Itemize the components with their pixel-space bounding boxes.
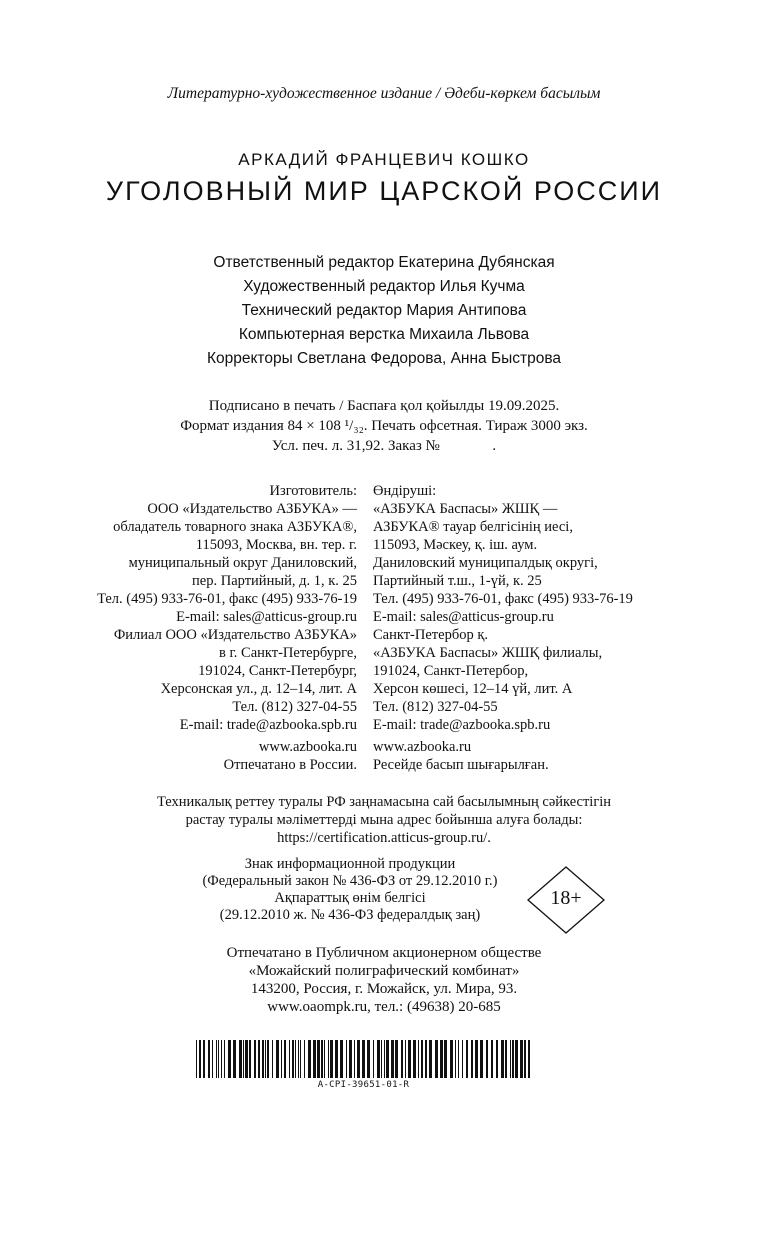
barcode-bar: [362, 1040, 365, 1078]
branch-kz: [373, 626, 602, 734]
manufacturer-kz-line: E-mail: sales@atticus-group.ru: [373, 609, 554, 625]
barcode-bar: [450, 1040, 453, 1078]
barcode-bar: [505, 1040, 507, 1078]
barcode-bar: [243, 1040, 244, 1078]
barcode-bar: [199, 1040, 201, 1078]
barcode-bar: [381, 1040, 382, 1078]
site-ru: [224, 738, 357, 774]
barcode-bar: [267, 1040, 269, 1078]
manufacturer-ru-line: 115093, Москва, вн. тер. г.: [195, 537, 357, 553]
branch-kz-line: Санкт-Петербор қ.: [373, 627, 488, 643]
print-info: [0, 396, 768, 456]
manufacturer-kz-line: Даниловский муниципалдық округі,: [373, 555, 598, 571]
barcode-bar: [276, 1040, 279, 1078]
manufacturer-ru: [97, 482, 357, 626]
barcode-bar: [486, 1040, 488, 1078]
credit-line: Компьютерная верстка Михаила Львова: [238, 326, 530, 343]
edition-type: Литературно-художественное издание / Әдеби-көркем басылым: [167, 85, 601, 102]
barcode-bar: [224, 1040, 225, 1078]
barcode-bar: [340, 1040, 343, 1078]
barcode-bar: [455, 1040, 456, 1078]
credit-line: Корректоры Светлана Федорова, Анна Быстрова: [206, 350, 562, 367]
barcode-bar: [281, 1040, 282, 1078]
barcode-bar: [373, 1040, 374, 1078]
barcode-bar: [357, 1040, 360, 1078]
barcode-bar: [395, 1040, 398, 1078]
barcode-bar: [335, 1040, 338, 1078]
barcode-bar: [391, 1040, 394, 1078]
barcode-bar: [405, 1040, 406, 1078]
barcode-bar: [440, 1040, 443, 1078]
branch-ru-line: Тел. (812) 327-04-55: [232, 699, 357, 715]
print-format: Формат издания 84 × 108 ¹/₃₂. Печать офсетная. Тираж 3000 экз.: [180, 418, 588, 434]
site-kz-line: Ресейде басып шығарылған.: [373, 757, 549, 773]
manufacturer-kz-line: Тел. (495) 933-76-01, факс (495) 933-76-19: [373, 591, 633, 607]
barcode-bar: [221, 1040, 222, 1078]
barcode-bar: [317, 1040, 320, 1078]
barcode-bar: [386, 1040, 389, 1078]
info-sign: [170, 856, 530, 924]
barcode-bar: [418, 1040, 419, 1078]
info-sign-line: Знак информационной продукции: [244, 856, 456, 872]
manufacturer-ru-line: Изготовитель:: [269, 483, 357, 499]
barcode-bar: [528, 1040, 530, 1078]
barcode-bar: [515, 1040, 518, 1078]
barcode-bar: [349, 1040, 352, 1078]
barcode-bar: [233, 1040, 236, 1078]
barcode-bar: [458, 1040, 459, 1078]
printer-line: «Можайский полиграфический комбинат»: [248, 963, 520, 979]
branch-kz-line: E-mail: trade@azbooka.spb.ru: [373, 717, 551, 733]
barcode-label: A-CPI-39651-01-R: [317, 1080, 410, 1090]
barcode-bar: [289, 1040, 290, 1078]
credit-line: Технический редактор Мария Антипова: [241, 302, 527, 319]
printer-line: www.oaompk.ru, тел.: (49638) 20-685: [267, 999, 501, 1015]
barcode-bar: [254, 1040, 256, 1078]
barcode-bar: [228, 1040, 231, 1078]
branch-ru-line: E-mail: trade@azbooka.spb.ru: [179, 717, 357, 733]
barcode-bar: [239, 1040, 242, 1078]
barcode-bar: [491, 1040, 493, 1078]
barcode-bar: [300, 1040, 301, 1078]
branch-ru: [114, 626, 357, 734]
barcode-bar: [308, 1040, 311, 1078]
barcode-bar: [272, 1040, 273, 1078]
tech-regulation-line: https://certification.atticus-group.ru/.: [277, 830, 491, 846]
barcode-bar: [328, 1040, 329, 1078]
barcode-bar: [384, 1040, 385, 1078]
branch-ru-line: 191024, Санкт-Петербург,: [198, 663, 357, 679]
manufacturer-kz-line: Партийный т.ш., 1-үй, к. 25: [373, 573, 542, 589]
manufacturer-kz-line: АЗБУКА® тауар белгісінің иесі,: [373, 519, 573, 535]
barcode-bar: [324, 1040, 325, 1078]
barcode-bar: [413, 1040, 416, 1078]
print-signed: Подписано в печать / Баспаға қол қойылды 19.09.2025.: [208, 398, 560, 414]
branch-ru-line: Херсонская ул., д. 12–14, лит. А: [160, 681, 357, 697]
barcode-bar: [208, 1040, 210, 1078]
print-sheets: Усл. печ. л. 31,92. Заказ № .: [271, 438, 497, 454]
tech-regulation: [0, 793, 768, 847]
branch-kz-line: 191024, Санкт-Петербор,: [373, 663, 529, 679]
book-title: УГОЛОВНЫЙ МИР ЦАРСКОЙ РОССИИ: [105, 176, 663, 206]
manufacturer-kz: [373, 482, 633, 626]
barcode-bar: [262, 1040, 264, 1078]
barcode-bar: [429, 1040, 432, 1078]
manufacturer-kz-line: Өндіруші:: [373, 483, 437, 499]
barcode-bar: [466, 1040, 468, 1078]
credits: [0, 251, 768, 371]
barcode-bar: [196, 1040, 197, 1078]
barcode-bar: [330, 1040, 333, 1078]
site-ru-line: www.azbooka.ru: [258, 739, 357, 755]
barcode-bar: [346, 1040, 347, 1078]
author-name: АРКАДИЙ ФРАНЦЕВИЧ КОШКО: [238, 150, 530, 169]
barcode-bar: [524, 1040, 526, 1078]
barcode-bar: [377, 1040, 380, 1078]
barcode-bar: [354, 1040, 355, 1078]
barcode-bar: [298, 1040, 299, 1078]
barcode-bar: [480, 1040, 483, 1078]
barcode-bar: [444, 1040, 447, 1078]
barcode-bar: [435, 1040, 438, 1078]
barcode-bar: [284, 1040, 286, 1078]
barcode-bar: [258, 1040, 260, 1078]
barcode-bar: [475, 1040, 478, 1078]
site-ru-line: Отпечатано в России.: [223, 757, 357, 773]
manufacturer-ru-line: муниципальный округ Даниловский,: [128, 555, 357, 571]
branch-kz-line: Херсон көшесі, 12–14 үй, лит. А: [373, 681, 573, 697]
barcode-bar: [471, 1040, 473, 1078]
branch-kz-line: «АЗБУКА Баспасы» ЖШҚ филиалы,: [373, 645, 603, 661]
barcode-image: [196, 1040, 531, 1078]
barcode-bar: [218, 1040, 219, 1078]
barcode-bar: [367, 1040, 370, 1078]
manufacturer-ru-line: обладатель товарного знака АЗБУКА®,: [113, 519, 357, 535]
barcode-bar: [520, 1040, 523, 1078]
age-rating-text: 18+: [550, 887, 582, 909]
barcode-bar: [462, 1040, 463, 1078]
barcode-bar: [245, 1040, 248, 1078]
manufacturer-kz-line: 115093, Мәскеу, қ. іш. аум.: [373, 537, 538, 553]
barcode-bar: [265, 1040, 266, 1078]
manufacturer-ru-line: пер. Партийный, д. 1, к. 25: [192, 573, 357, 589]
printer-line: Отпечатано в Публичном акционерном обществе: [226, 945, 542, 961]
info-sign-line: Ақпараттық өнім белгісі: [274, 890, 426, 906]
credit-line: Художественный редактор Илья Кучма: [243, 278, 525, 295]
barcode-bar: [295, 1040, 296, 1078]
barcode-bar: [496, 1040, 498, 1078]
barcode-bar: [501, 1040, 504, 1078]
barcode-bar: [401, 1040, 403, 1078]
barcode-bar: [212, 1040, 213, 1078]
site-kz: [373, 738, 549, 774]
barcode-bar: [304, 1040, 305, 1078]
age-rating-badge: [527, 866, 605, 934]
info-sign-line: (29.12.2010 ж. № 436-ФЗ федералдық заң): [219, 907, 481, 923]
barcode-bar: [512, 1040, 514, 1078]
tech-regulation-line: растау туралы мәліметтерді мына адрес бойынша алуға болады:: [185, 812, 583, 828]
printer-line: 143200, Россия, г. Можайск, ул. Мира, 93.: [250, 981, 518, 997]
manufacturer-ru-line: Тел. (495) 933-76-01, факс (495) 933-76-19: [97, 591, 357, 607]
info-sign-line: (Федеральный закон № 436-ФЗ от 29.12.2010 г.): [202, 873, 498, 889]
barcode-bar: [216, 1040, 217, 1078]
manufacturer-ru-line: E-mail: sales@atticus-group.ru: [176, 609, 357, 625]
barcode-bar: [421, 1040, 423, 1078]
barcode-bar: [313, 1040, 316, 1078]
barcode-bar: [510, 1040, 511, 1078]
manufacturer-ru-line: ООО «Издательство АЗБУКА» —: [147, 501, 357, 517]
credit-line: Ответственный редактор Екатерина Дубянская: [213, 254, 555, 271]
branch-ru-line: в г. Санкт-Петербурге,: [219, 645, 357, 661]
barcode-bar: [321, 1040, 323, 1078]
tech-regulation-line: Техникалық реттеу туралы РФ заңнамасына сай басылымның сәйкестігін: [156, 794, 612, 810]
branch-kz-line: Тел. (812) 327-04-55: [373, 699, 498, 715]
branch-ru-line: Филиал ООО «Издательство АЗБУКА»: [113, 627, 357, 643]
site-kz-line: www.azbooka.ru: [373, 739, 472, 755]
manufacturer-kz-line: «АЗБУКА Баспасы» ЖШҚ —: [373, 501, 558, 517]
barcode-bar: [203, 1040, 205, 1078]
barcode-bar: [425, 1040, 427, 1078]
printer-info: [0, 944, 768, 1016]
barcode-bar: [292, 1040, 294, 1078]
barcode-bar: [408, 1040, 411, 1078]
barcode-bar: [249, 1040, 251, 1078]
